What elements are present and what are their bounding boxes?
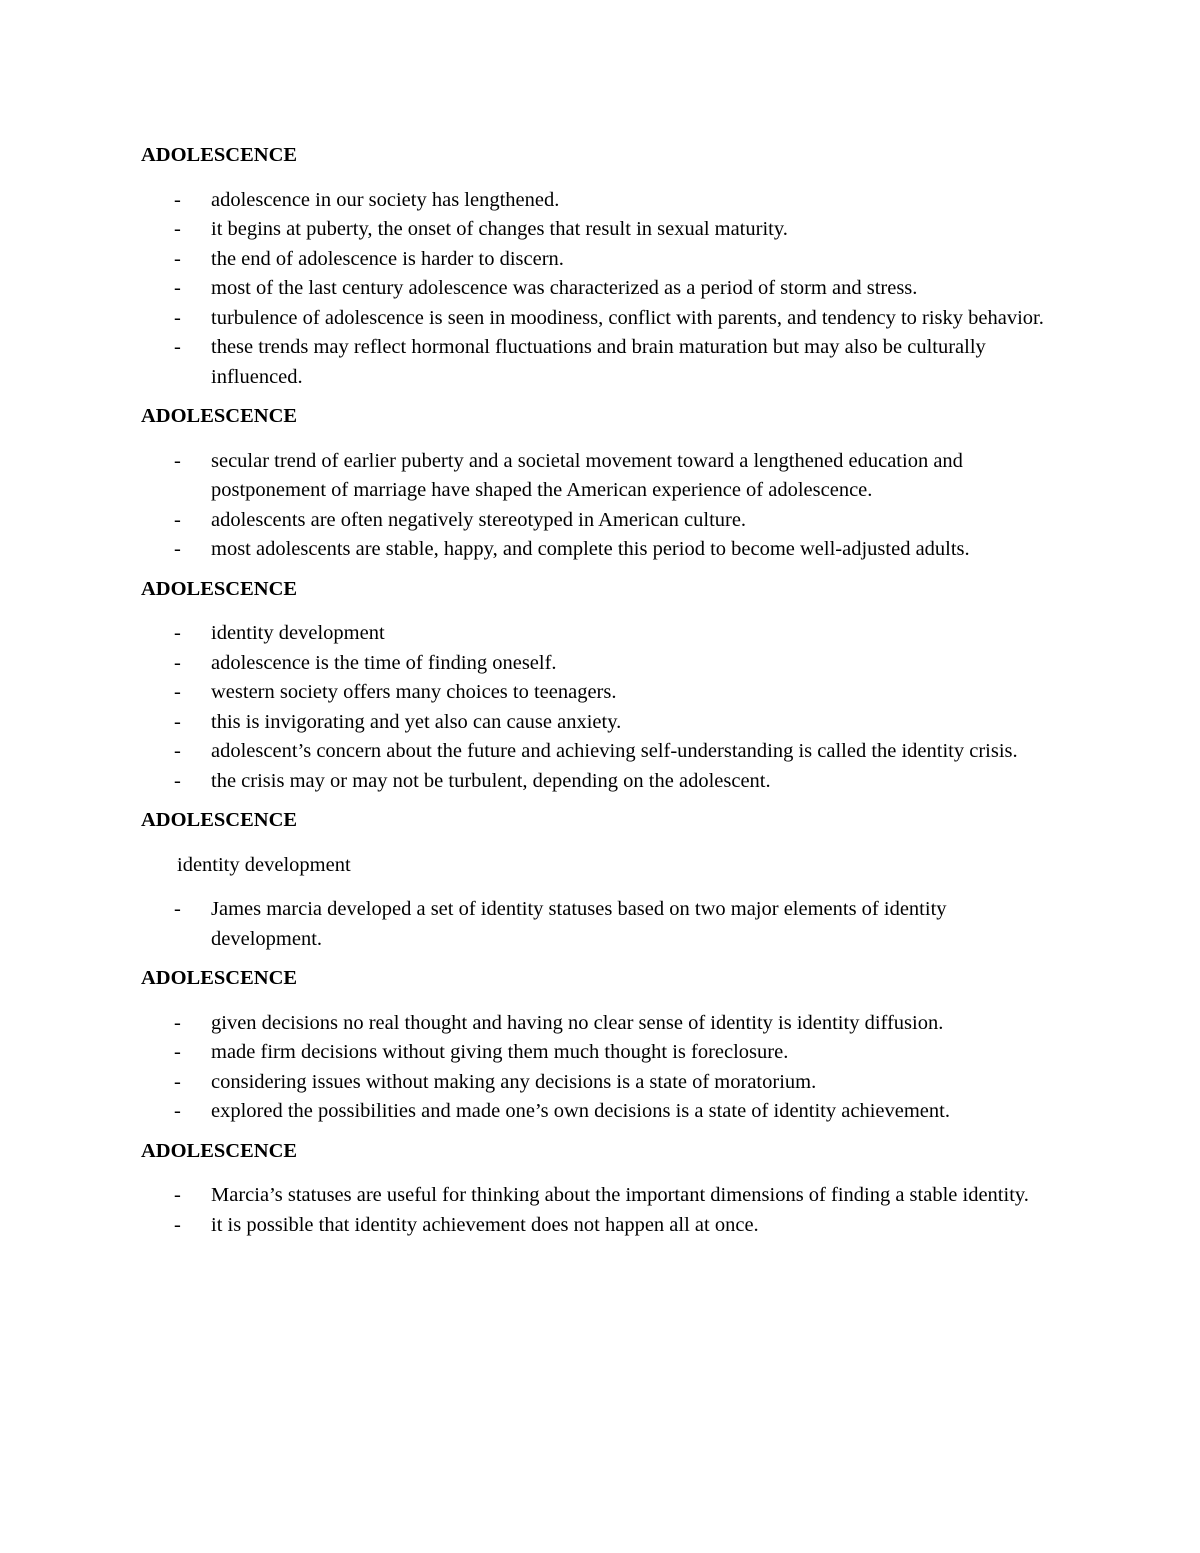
section-5 <box>141 964 1061 1127</box>
list-item <box>141 1211 1061 1241</box>
list-item-text: identity development <box>211 622 385 644</box>
list-item-text: considering issues without making any decisions is a state of moratorium. <box>211 1070 817 1093</box>
section-3 <box>141 575 1061 797</box>
list-item <box>141 737 1061 767</box>
bullet-list <box>141 895 1061 954</box>
list-item-text: given decisions no real thought and having no clear sense of identity is identity diffusion. <box>211 1011 944 1034</box>
document-content <box>141 141 1061 1250</box>
list-item <box>141 708 1061 738</box>
list-item <box>141 535 1061 565</box>
bullet-dash: - <box>174 306 181 329</box>
bullet-dash: - <box>174 449 181 472</box>
list-item-text: these trends may reflect hormonal fluctuations and brain maturation but may also be culturally influenced. <box>211 336 986 388</box>
bullet-list <box>141 447 1061 565</box>
list-item <box>141 678 1061 708</box>
bullet-dash: - <box>174 218 181 240</box>
list-item-text: it is possible that identity achievement does not happen all at once. <box>211 1213 759 1236</box>
list-item-text: adolescence is the time of finding oneself. <box>211 651 557 674</box>
list-item-text: adolescent’s concern about the future and achieving self-understanding is called the identity crisis. <box>211 740 1018 762</box>
list-item-text: secular trend of earlier puberty and a societal movement toward a lengthened education and postponement of marriage have shaped the American experience of adolescence. <box>211 449 963 501</box>
section-heading: ADOLESCENCE <box>141 809 298 831</box>
bullet-list <box>141 186 1061 393</box>
list-item-text: it begins at puberty, the onset of changes that result in sexual maturity. <box>211 218 788 240</box>
bullet-dash: - <box>174 188 181 211</box>
section-1 <box>141 141 1061 392</box>
list-item-text: western society offers many choices to teenagers. <box>211 681 617 703</box>
section-2 <box>141 402 1061 565</box>
bullet-dash: - <box>174 710 181 733</box>
list-item-text: explored the possibilities and made one’s own decisions is a state of identity achievement. <box>211 1100 950 1122</box>
bullet-dash: - <box>174 277 181 299</box>
bullet-dash: - <box>174 681 181 703</box>
section-heading: ADOLESCENCE <box>141 144 298 166</box>
bullet-dash: - <box>174 538 181 560</box>
list-item-text: adolescents are often negatively stereotyped in American culture. <box>211 508 747 531</box>
list-item <box>141 274 1061 304</box>
list-item-text: the end of adolescence is harder to discern. <box>211 247 564 270</box>
bullet-list <box>141 619 1061 796</box>
bullet-dash: - <box>174 769 181 792</box>
list-item-text: adolescence in our society has lengthened. <box>211 188 560 211</box>
list-item-text: the crisis may or may not be turbulent, depending on the adolescent. <box>211 769 771 792</box>
bullet-list <box>141 1009 1061 1127</box>
list-item <box>141 1181 1061 1211</box>
bullet-dash: - <box>174 1041 181 1063</box>
list-item-text: turbulence of adolescence is seen in moodiness, conflict with parents, and tendency to risky behavior. <box>211 306 1044 329</box>
list-item <box>141 1009 1061 1039</box>
bullet-dash: - <box>174 622 181 644</box>
bullet-dash: - <box>174 247 181 270</box>
list-item <box>141 1038 1061 1068</box>
list-item <box>141 333 1061 392</box>
list-item <box>141 767 1061 797</box>
bullet-dash: - <box>174 1070 181 1093</box>
list-item-text: most of the last century adolescence was characterized as a period of storm and stress. <box>211 277 918 299</box>
bullet-dash: - <box>174 1184 181 1206</box>
list-item <box>141 506 1061 536</box>
section-heading: ADOLESCENCE <box>141 577 298 600</box>
list-item-text: Marcia’s statuses are useful for thinking about the important dimensions of finding a stable identity. <box>211 1184 1029 1206</box>
bullet-dash: - <box>174 508 181 531</box>
section-heading: ADOLESCENCE <box>141 967 298 989</box>
list-item <box>141 619 1061 649</box>
list-item <box>141 895 1061 954</box>
list-item <box>141 1097 1061 1127</box>
bullet-dash: - <box>174 1100 181 1122</box>
bullet-dash: - <box>174 651 181 674</box>
list-item-text: most adolescents are stable, happy, and complete this period to become well-adjusted adults. <box>211 538 970 560</box>
list-item <box>141 304 1061 334</box>
bullet-list <box>141 1181 1061 1240</box>
section-4 <box>141 806 1061 954</box>
list-item <box>141 447 1061 506</box>
section-6 <box>141 1137 1061 1241</box>
bullet-dash: - <box>174 898 181 920</box>
list-item-text: James marcia developed a set of identity statuses based on two major elements of identity development. <box>211 898 947 950</box>
section-heading: ADOLESCENCE <box>141 1139 298 1162</box>
bullet-dash: - <box>174 1213 181 1236</box>
bullet-dash: - <box>174 1011 181 1034</box>
bullet-dash: - <box>174 336 181 358</box>
section-heading: ADOLESCENCE <box>141 405 298 427</box>
list-item <box>141 1068 1061 1098</box>
list-item-text: this is invigorating and yet also can cause anxiety. <box>211 710 622 733</box>
bullet-dash: - <box>174 740 181 762</box>
list-item <box>141 215 1061 245</box>
section-subheading: identity development <box>177 853 351 876</box>
list-item <box>141 186 1061 216</box>
list-item <box>141 245 1061 275</box>
list-item <box>141 649 1061 679</box>
list-item-text: made firm decisions without giving them much thought is foreclosure. <box>211 1041 789 1063</box>
